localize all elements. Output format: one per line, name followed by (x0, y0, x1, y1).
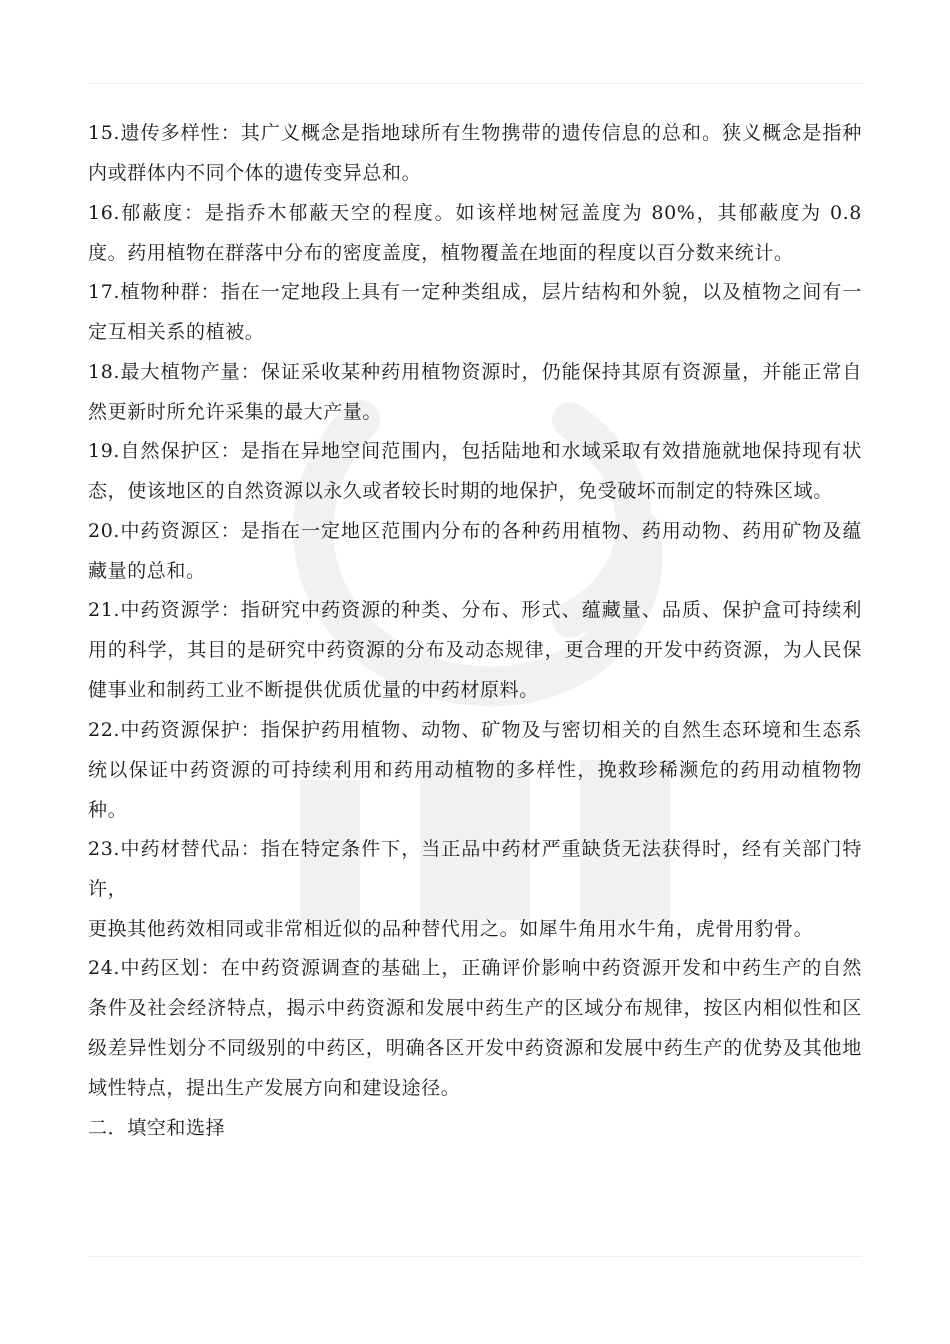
definition-23-continued: 更换其他药效相同或非常相近似的品种替代用之。如犀牛角用水牛角，虎骨用豹骨。 (88, 917, 814, 940)
definition-23: 23.中药材替代品：指在特定条件下，当正品中药材严重缺货无法获得时，经有关部门特许， (88, 838, 862, 900)
definition-17: 17.植物种群：指在一定地段上具有一定种类组成，层片结构和外貌，以及植物之间有一定互相关系的植被。 (88, 281, 862, 343)
definition-18: 18.最大植物产量：保证采收某种药用植物资源时，仍能保持其原有资源量，并能正常自然更新时所允许采集的最大产量。 (88, 360, 862, 423)
page-bottom-rule (88, 1256, 862, 1257)
definition-21: 21.中药资源学：指研究中药资源的种类、分布、形式、蕴藏量、品质、保护盒可持续利用的科学，其目的是研究中药资源的分布及动态规律，更合理的开发中药资源，为人民保健事业和制药工业不断提供优质优量的中药材原料。 (88, 599, 862, 701)
definition-20: 20.中药资源区：是指在一定地区范围内分布的各种药用植物、药用动物、药用矿物及蕴藏量的总和。 (88, 519, 862, 582)
definition-24: 24.中药区划：在中药资源调查的基础上，正确评价影响中药资源开发和中药生产的自然条件及社会经济特点，揭示中药资源和发展中药生产的区域分布规律，按区内相似性和区级差异性划分不同级别的中药区，明确各区开发中药资源和发展中药生产的优势及其他地域性特点，提出生产发展方向和建设途径。 (88, 957, 862, 1099)
definition-16: 16.郁蔽度：是指乔木郁蔽天空的程度。如该样地树冠盖度为 80%，其郁蔽度为 0.8 度。药用植物在群落中分布的密度盖度，植物覆盖在地面的程度以百分数来统计。 (88, 201, 862, 264)
section-heading: 二．填空和选择 (88, 1116, 226, 1139)
document-body (88, 113, 862, 1148)
definition-15: 15.遗传多样性：其广义概念是指地球所有生物携带的遗传信息的总和。狭义概念是指种内或群体内不同个体的遗传变异总和。 (88, 122, 862, 184)
page-top-rule (88, 83, 862, 84)
definition-19: 19.自然保护区：是指在异地空间范围内，包括陆地和水域采取有效措施就地保持现有状态，使该地区的自然资源以永久或者较长时期的地保护，免受破坏而制定的特殊区域。 (88, 440, 862, 502)
definition-22: 22.中药资源保护：指保护药用植物、动物、矿物及与密切相关的自然生态环境和生态系统以保证中药资源的可持续利用和药用动植物的多样性，挽救珍稀濒危的药用动植物物种。 (88, 718, 862, 821)
